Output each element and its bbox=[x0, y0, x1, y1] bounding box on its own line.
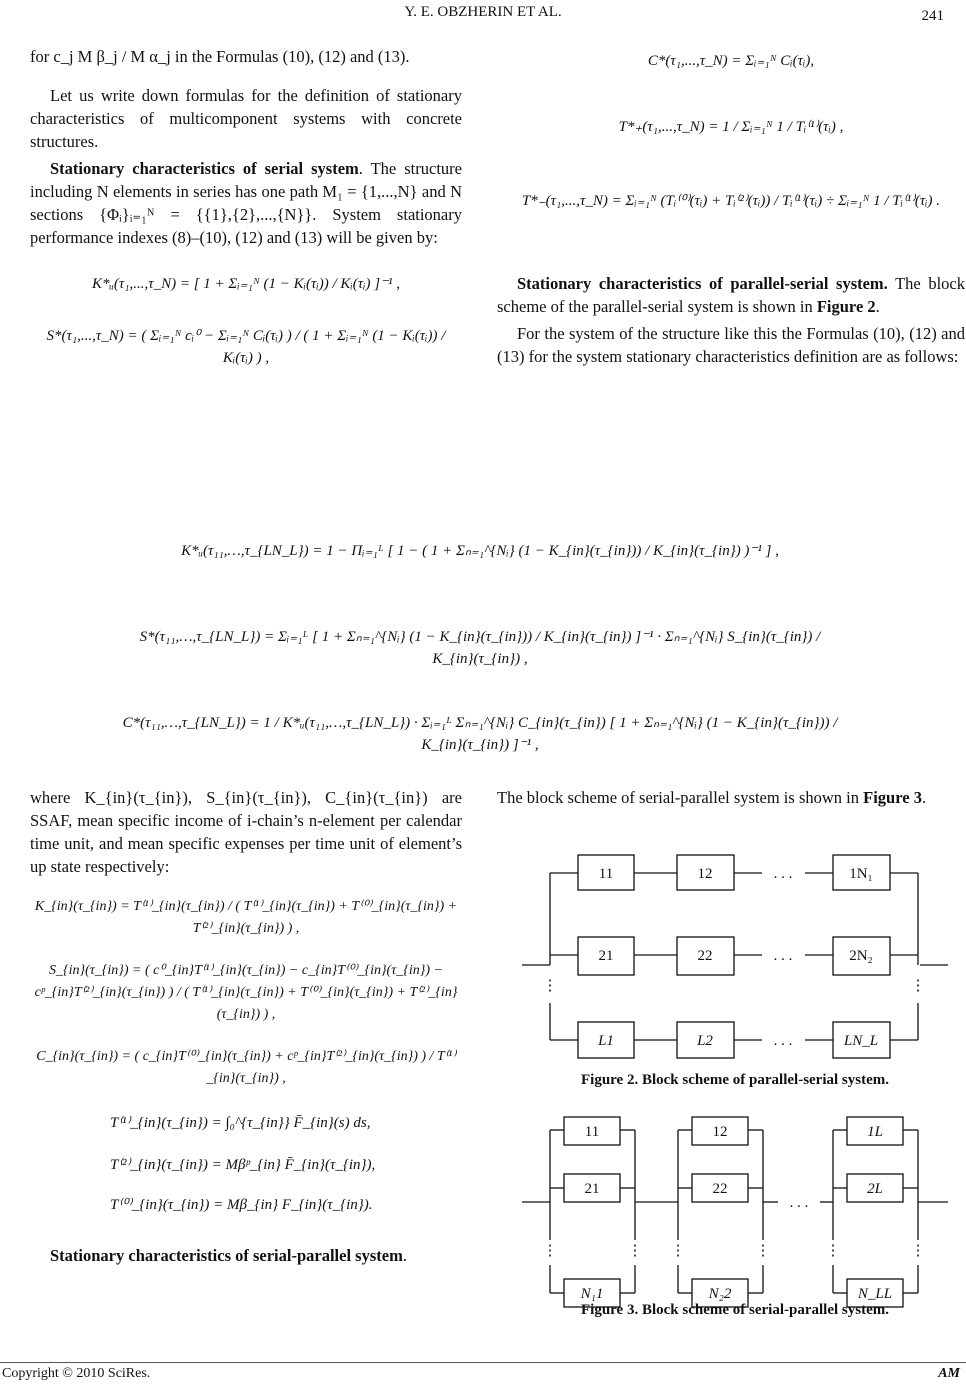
formula-T1: T⁽¹⁾_{in}(τ_{in}) = ∫₀^{τ_{in}} F̄_{in}(s) ds, bbox=[110, 1115, 371, 1131]
figure-3-link[interactable]: Figure 3 bbox=[863, 788, 922, 807]
block-label: 2L bbox=[867, 1181, 883, 1197]
block-label: 1N₁ bbox=[849, 866, 873, 882]
block-label: 11 bbox=[598, 866, 614, 882]
parallel-serial-heading: Stationary characteristics of parallel-serial system. bbox=[517, 274, 888, 293]
block-label: L2 bbox=[697, 1033, 713, 1049]
period: . bbox=[921, 788, 927, 807]
figure-2-caption: Figure 2. Block scheme of parallel-serial system. bbox=[581, 1072, 889, 1088]
paragraph-serial-parallel bbox=[497, 786, 965, 809]
paragraph-parallel-serial-formulas: For the system of the structure like this the Formulas (10), (12) and (13) for the system stationary characteristics definition are as follows: bbox=[497, 324, 965, 366]
serial-parallel-heading-text: Stationary characteristics of serial-parallel system bbox=[50, 1246, 403, 1265]
serial-heading: Stationary characteristics of serial system bbox=[50, 159, 359, 178]
serial-parallel-text: The block scheme of serial-parallel system is shown in bbox=[497, 788, 864, 807]
running-title: Y. E. OBZHERIN ET AL. bbox=[404, 4, 562, 20]
intro-for-text: for c_j M β_j / M α_j in the Formulas (10), (12) and (13). bbox=[30, 47, 410, 66]
block-label: 11 bbox=[584, 1124, 600, 1140]
vertical-ellipsis: ⋮ bbox=[627, 1243, 643, 1259]
ellipsis: . . . bbox=[773, 1033, 793, 1049]
block-label: 12 bbox=[712, 1124, 728, 1140]
period: . bbox=[875, 297, 880, 316]
formula-serial-C: C*(τ₁,...,τ_N) = Σᵢ₌₁ᴺ Cᵢ(τᵢ), bbox=[647, 53, 815, 69]
vertical-ellipsis: ⋮ bbox=[910, 1243, 926, 1259]
paragraph-parallel-serial bbox=[497, 272, 965, 318]
block-label: 21 bbox=[598, 948, 614, 964]
block-label: 22 bbox=[697, 948, 713, 964]
formula-T2: T⁽²⁾_{in}(τ_{in}) = Mβᵖ_{in} F̄_{in}(τ_{in}), bbox=[110, 1157, 376, 1173]
formula-serial-S: S*(τ₁,...,τ_N) = ( Σᵢ₌₁ᴺ cᵢ⁰ − Σᵢ₌₁ᴺ Cᵢ(τᵢ) ) / ( 1 + Σᵢ₌₁ᴺ (1 − Kᵢ(τᵢ)) / Kᵢ(τᵢ) ) , bbox=[46, 328, 446, 366]
figure-3-diagram bbox=[510, 1115, 960, 1315]
formula-T0: T⁽⁰⁾_{in}(τ_{in}) = Mβ_{in} F_{in}(τ_{in}). bbox=[110, 1197, 373, 1213]
block-label: L1 bbox=[598, 1033, 614, 1049]
footer-rule bbox=[0, 1362, 966, 1363]
formula-K-in: K_{in}(τ_{in}) = T⁽¹⁾_{in}(τ_{in}) / ( T⁽¹⁾_{in}(τ_{in}) + T⁽⁰⁾_{in}(τ_{in}) + T⁽²⁾_{in}(τ_{in}) ) , bbox=[34, 899, 458, 936]
journal-abbrev: AM bbox=[938, 1366, 960, 1381]
block-label: N_LL bbox=[857, 1286, 893, 1302]
formula-ps-C: C*(τ₁₁,…,τ_{LN_L}) = 1 / K*ᵤ(τ₁₁,…,τ_{LN_L}) · Σᵢ₌₁ᴸ Σₙ₌₁^{Nᵢ} C_{in}(τ_{in}) [ 1 + Σₙ₌₁^{Nᵢ} (1 − K_{in}(τ_{in})) / K_{in}(τ_{in}) ]⁻¹ , bbox=[122, 715, 838, 753]
serial-text: . The structure including N elements in series has one path M₁ = {1,...,N} and N sections {Φᵢ}ᵢ₌₁ᴺ = {{1},{2},...,{N}}. System stationary performance indexes (8)–(10), (12) and (13) will be given by: bbox=[30, 159, 462, 247]
figure-2-link[interactable]: Figure 2 bbox=[816, 297, 876, 316]
formula-ps-S: S*(τ₁₁,…,τ_{LN_L}) = Σᵢ₌₁ᴸ [ 1 + Σₙ₌₁^{Nᵢ} (1 − K_{in}(τ_{in})) / K_{in}(τ_{in}) ]⁻¹ · Σₙ₌₁^{Nᵢ} S_{in}(τ_{in}) / K_{in}(τ_{in}) , bbox=[139, 629, 821, 667]
copyright: Copyright © 2010 SciRes. bbox=[2, 1366, 151, 1381]
serial-parallel-heading bbox=[30, 1244, 462, 1267]
formula-ps-K: K*ᵤ(τ₁₁,…,τ_{LN_L}) = 1 − Πᵢ₌₁ᴸ [ 1 − ( 1 + Σₙ₌₁^{Nᵢ} (1 − K_{in}(τ_{in})) / K_{in}(τ_{in}) )⁻¹ ] , bbox=[181, 543, 779, 559]
ellipsis: . . . bbox=[789, 1195, 809, 1211]
ellipsis: . . . bbox=[773, 866, 793, 882]
formula-serial-Tminus: T*₋(τ₁,...,τ_N) = Σᵢ₌₁ᴺ (Tᵢ⁽⁰⁾(τᵢ) + Tᵢ⁽²⁾(τᵢ)) / Tᵢ⁽¹⁾(τᵢ) ÷ Σᵢ₌₁ᴺ 1 / Tᵢ⁽¹⁾(τᵢ) . bbox=[521, 193, 941, 209]
vertical-ellipsis: ⋮ bbox=[542, 1243, 558, 1259]
paragraph-intro: Let us write down formulas for the definition of stationary characteristics of multicomponent systems with concrete structures. bbox=[30, 86, 462, 151]
block-label: 22 bbox=[712, 1181, 728, 1197]
vertical-ellipsis: ⋮ bbox=[910, 978, 926, 994]
period: . bbox=[402, 1246, 407, 1265]
block-label: N₂2 bbox=[708, 1286, 732, 1302]
block-label: 1L bbox=[867, 1124, 883, 1140]
paragraph-where: where K_{in}(τ_{in}), S_{in}(τ_{in}), C_{in}(τ_{in}) are SSAF, mean specific income of i-chain’s n-element per calendar time unit, and mean specific expenses per time unit of element’s up state respectively: bbox=[30, 788, 462, 876]
block-label: N₁1 bbox=[580, 1286, 604, 1302]
ellipsis: . . . bbox=[773, 948, 793, 964]
figure-2-diagram bbox=[510, 850, 960, 1070]
block-label: LN_L bbox=[843, 1033, 879, 1049]
vertical-ellipsis: ⋮ bbox=[755, 1243, 771, 1259]
parallel-serial-text: The block scheme of the parallel-serial system is shown in bbox=[497, 274, 966, 316]
vertical-ellipsis: ⋮ bbox=[542, 978, 558, 994]
formula-serial-Tplus: T*₊(τ₁,...,τ_N) = 1 / Σᵢ₌₁ᴺ 1 / Tᵢ⁽¹⁾(τᵢ) , bbox=[618, 119, 844, 135]
vertical-ellipsis: ⋮ bbox=[670, 1243, 686, 1259]
page-number: 241 bbox=[921, 8, 944, 24]
block-label: 12 bbox=[697, 866, 713, 882]
vertical-ellipsis: ⋮ bbox=[825, 1243, 841, 1259]
formula-S-in: S_{in}(τ_{in}) = ( c⁰_{in}T⁽¹⁾_{in}(τ_{in}) − c_{in}T⁽⁰⁾_{in}(τ_{in}) − cᵖ_{in}T⁽²⁾_{in}(τ_{in}) ) / ( T⁽¹⁾_{in}(τ_{in}) + T⁽⁰⁾_{in}(τ_{in}) + T⁽²⁾_{in}(τ_{in}) ) , bbox=[34, 963, 458, 1022]
figure-3-caption: Figure 3. Block scheme of serial-parallel system. bbox=[581, 1302, 889, 1318]
paragraph-serial bbox=[30, 157, 462, 249]
formula-serial-K: K*ᵤ(τ₁,...,τ_N) = [ 1 + Σᵢ₌₁ᴺ (1 − Kᵢ(τᵢ)) / Kᵢ(τᵢ) ]⁻¹ , bbox=[92, 276, 400, 292]
block-label: 2N₂ bbox=[849, 948, 873, 964]
formula-C-in: C_{in}(τ_{in}) = ( c_{in}T⁽⁰⁾_{in}(τ_{in}) + cᵖ_{in}T⁽²⁾_{in}(τ_{in}) ) / T⁽¹⁾_{in}(τ_{in}) , bbox=[36, 1049, 456, 1086]
block-label: 21 bbox=[584, 1181, 600, 1197]
